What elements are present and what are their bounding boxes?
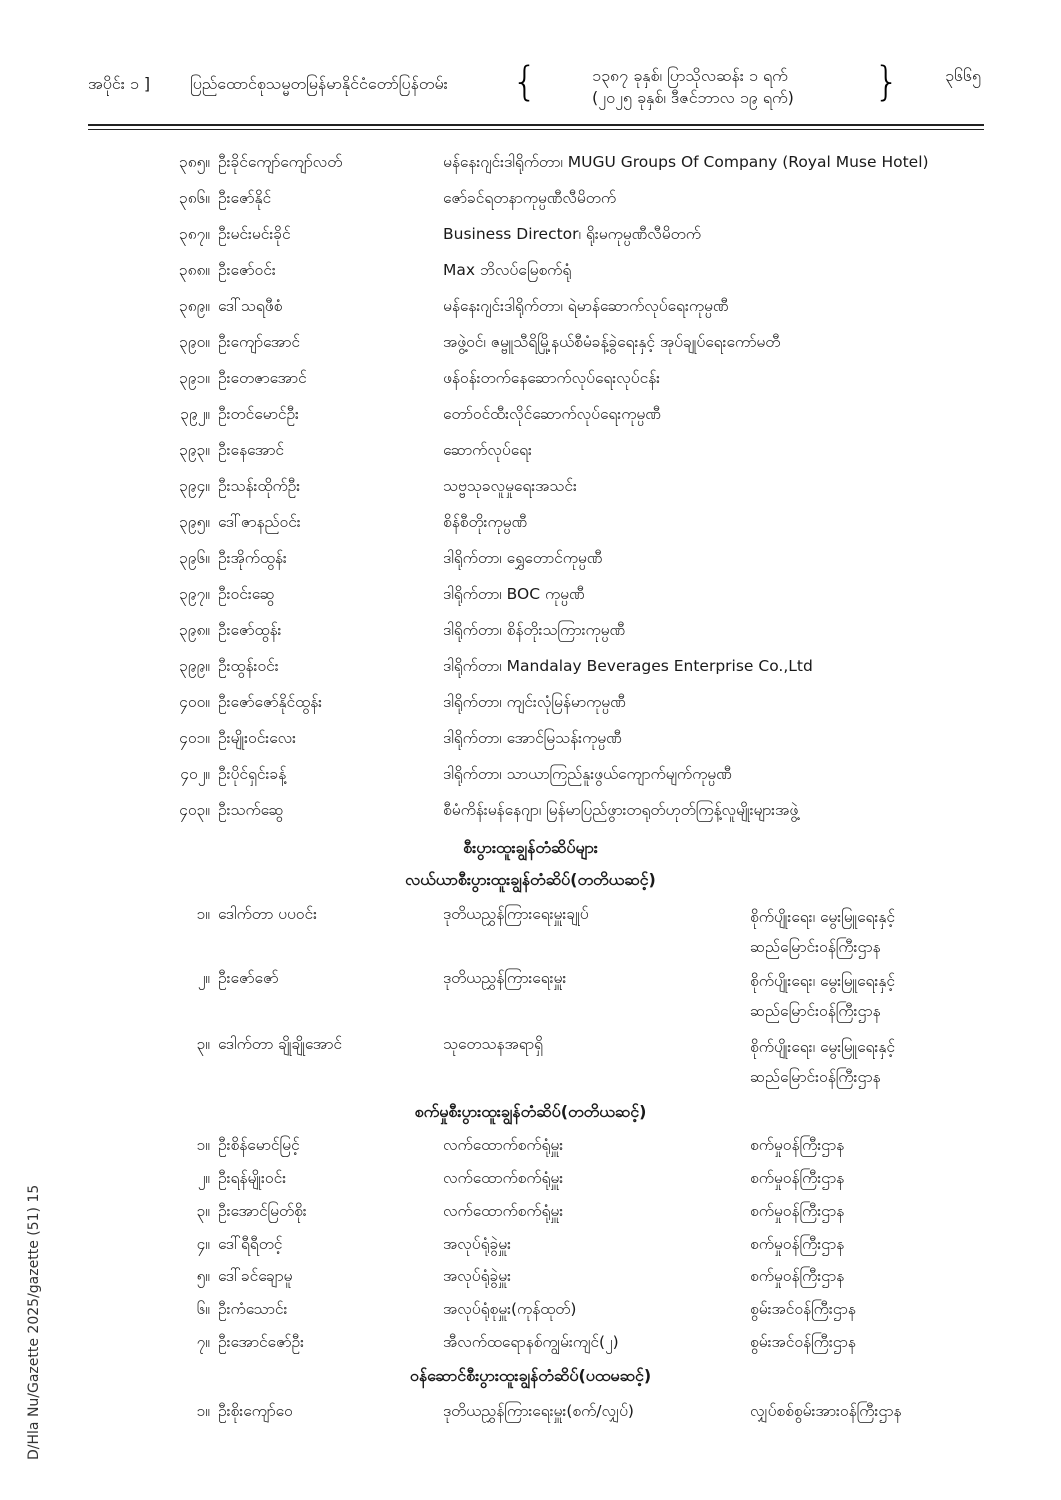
list-item: ၃၉၀။ ဦးကျော်အောင် အဖွဲ့ဝင်၊ ဇမ္ဗူသီရိမြို့နယ်စီမံခန့်ခွဲရေးနှင့် အုပ်ချုပ်ရေးကော်မတီ [179,333,781,351]
section-title-agriculture: လယ်ယာစီးပွားထူးချွန်တံဆိပ်(တတိယဆင့်) [405,870,656,889]
section-title-service: ဝန်ဆောင်စီးပွားထူးချွန်တံဆိပ်(ပထမဆင့်) [409,1366,652,1385]
list-item: ၄၀၃။ ဦးသက်ဆွေ စီမံကိန်းမန်နေဂျာ၊ မြန်မာပြည်ဖွားတရုတ်ဟုတ်ကြန့်လူမျိုးများအဖွဲ့ [179,801,799,819]
date-myanmar: ၁၃၈၇ ခုနှစ်၊ ပြာသိုလဆန်း ၁ ရက် [592,66,788,85]
list-item: ၃။ ဦးအောင်မြတ်စိုး လက်ထောက်စက်ရုံမှူး စက်မှုဝန်ကြီးဌာန [196,1202,845,1220]
list-item: ၃၉၄။ ဦးသန်းထိုက်ဦး သဗ္ဗသုခလူမှုရေးအသင်း [179,477,577,495]
list-item: ၄၀၂။ ဦးပိုင်ရှင်းခန့် ဒါရိုက်တာ၊ သာယာကြည်နူးဖွယ်ကျောက်မျက်ကုမ္ပဏီ [180,765,732,783]
side-reference-note: D/Hla Nu/Gazette 2025/gazette (51) 15 [26,1184,42,1460]
header-rule-thin [88,129,984,130]
list-item: ၃၉၂။ ဦးတင်မောင်ဦး တော်ဝင်ထီးလိုင်ဆောက်လုပ်ရေးကုမ္ပဏီ [180,405,661,423]
brace-close: } [874,59,900,105]
list-item: ၃၉၉။ ဦးထွန်းဝင်း ဒါရိုက်တာ၊ Mandalay Beverages Enterprise Co.,Ltd [179,657,813,675]
list-item: ၃။ ဒေါက်တာ ချိုချိုအောင် သုတေသနအရာရှိ စိုက်ပျိုးရေး၊ မွေးမြူရေးနှင့် ဆည်မြောင်းဝန်ကြီးဌာန [196,1035,895,1086]
date-gregorian: (၂၀၂၅ ခုနှစ်၊ ဒီဇင်ဘာလ ၁၉ ရက်) [592,88,794,107]
list-item: ၄။ ဒေါ်ရီရီတင့် အလုပ်ရုံခွဲမှူး စက်မှုဝန်ကြီးဌာန [196,1235,845,1253]
list-item: ၃၉၇။ ဦးဝင်းဆွေ ဒါရိုက်တာ၊ BOC ကုမ္ပဏီ [179,585,585,603]
list-item: ၂။ ဦးဇော်ဇော် ဒုတိယညွှန်ကြားရေးမှူး စိုက်ပျိုးရေး၊ မွေးမြူရေးနှင့် ဆည်မြောင်းဝန်ကြီးဌာန [197,969,895,1020]
list-item: ၆။ ဦးကံသောင်း အလုပ်ရုံစုမှူး(ကုန်ထုတ်) စွမ်းအင်ဝန်ကြီးဌာန [196,1300,856,1318]
list-item: ၁။ ဦးစိုးကျော်ဝေ ဒုတိယညွှန်ကြားရေးမှူး(စက်/လျှပ်) လျှပ်စစ်စွမ်းအားဝန်ကြီးဌာန [196,1402,902,1420]
list-item: ၅။ ဒေါ်ခင်ချောမူ အလုပ်ရုံခွဲမှူး စက်မှုဝန်ကြီးဌာန [196,1267,845,1285]
brace-open: { [512,59,538,105]
list-item: ၇။ ဦးအောင်ဇော်ဦး အီလက်ထရောနစ်ကျွမ်းကျင်(၂) စွမ်းအင်ဝန်ကြီးဌာန [196,1333,856,1351]
list-item: ၃၈၅။ ဦးခိုင်ကျော်ကျော်လတ် မန်နေးဂျင်းဒါရိုက်တာ၊ MUGU Groups Of Company (Royal Muse Hotel) [179,153,929,171]
list-item: ၃၈၉။ ဒေါ်သရဖီစံ မန်နေးဂျင်းဒါရိုက်တာ၊ ရဲမာန်ဆောက်လုပ်ရေးကုမ္ပဏီ [179,297,729,315]
list-item: ၃၈၆။ ဦးဇော်နိုင် ဇော်ခင်ရတနာကုမ္ပဏီလီမိတက် [179,189,616,207]
page-number: ၃၆၆၅ [945,66,981,85]
part-label: အပိုင်း ၁ ] [88,74,151,93]
list-item: ၃၉၈။ ဦးဇော်ထွန်း ဒါရိုက်တာ၊ စိန်တိုးသကြားကုမ္ပဏီ [179,621,626,639]
list-item: ၃၉၁။ ဦးတေဇာအောင် ဖန်ဝန်းတက်နေဆောက်လုပ်ရေးလုပ်ငန်း [179,369,661,387]
list-item: ၃၈၇။ ဦးမင်းမင်းခိုင် Business Director၊ ရိုးမကုမ္ပဏီလီမိတက် [179,225,701,243]
list-item: ၃၉၃။ ဦးနေအောင် ဆောက်လုပ်ရေး [179,441,532,459]
list-item: ၂။ ဦးရန်မျိုးဝင်း လက်ထောက်စက်ရုံမှူး စက်မှုဝန်ကြီးဌာန [197,1169,845,1187]
section-title-awards: စီးပွားထူးချွန်တံဆိပ်များ [463,838,598,857]
section-title-industry: စက်မှုစီးပွားထူးချွန်တံဆိပ်(တတိယဆင့်) [414,1102,647,1121]
list-item: ၃၉၅။ ဒေါ်ဇာနည်ဝင်း စိန်စီတိုးကုမ္ပဏီ [179,513,528,531]
header-rule-thick [88,124,984,126]
list-item: ၁။ ဒေါက်တာ ပပဝင်း ဒုတိယညွှန်ကြားရေးမှူးချုပ် စိုက်ပျိုးရေး၊ မွေးမြူရေးနှင့် ဆည်မြောင်းဝန်ကြီးဌာန [196,905,895,956]
list-item: ၃၈၈။ ဦးဇော်ဝင်း Max ဘိလပ်မြေစက်ရုံ [178,261,572,279]
list-item: ၁။ ဦးစိန်မောင်မြင့် လက်ထောက်စက်ရုံမှူး စက်မှုဝန်ကြီးဌာန [196,1136,845,1154]
list-item: ၃၉၆။ ဦးအိုက်ထွန်း ဒါရိုက်တာ၊ ရွှေတောင်ကုမ္ပဏီ [179,549,603,567]
list-item: ၄၀၀။ ဦးဇော်ဇော်နိုင်ထွန်း ဒါရိုက်တာ၊ ကျင်းလုံမြန်မာကုမ္ပဏီ [179,693,626,711]
gazette-title: ပြည်ထောင်စုသမ္မတမြန်မာနိုင်ငံတော်ပြန်တမ်း [190,74,448,93]
list-item: ၄၀၁။ ဦးမျိုးဝင်းလေး ဒါရိုက်တာ၊ အောင်မြသန်းကုမ္ပဏီ [179,729,622,747]
